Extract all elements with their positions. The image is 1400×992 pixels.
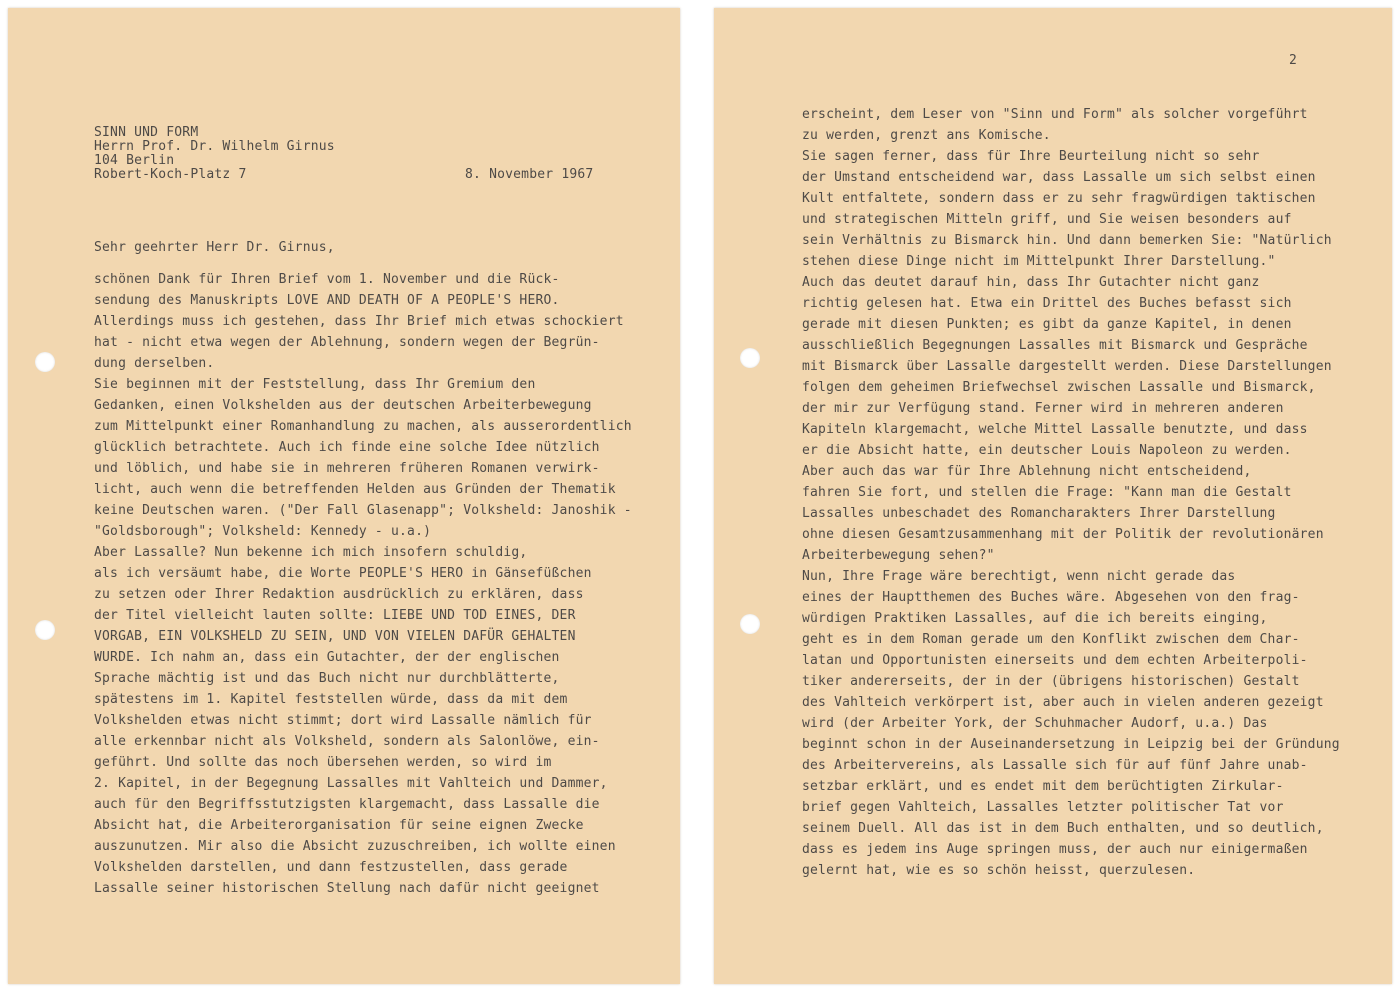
text-line: Aber auch das war für Ihre Ablehnung nicht entscheidend, [802, 464, 1252, 479]
text-line: VORGAB, EIN VOLKSHELD ZU SEIN, UND VON VIELEN DAFÜR GEHALTEN [94, 629, 576, 644]
text-line: Absicht hat, die Arbeiterorganisation für seine eignen Zwecke [94, 818, 584, 833]
text-line: er die Absicht hatte, ein deutscher Louis Napoleon zu werden. [802, 443, 1292, 458]
punch-hole-bottom [35, 620, 55, 640]
text-line: latan und Opportunisten einerseits und dem echten Arbeiterpoli- [802, 653, 1308, 668]
text-line: beginnt schon in der Auseinandersetzung in Leipzig bei der Gründung [802, 737, 1340, 752]
text-line: auszunutzen. Mir also die Absicht zuzuschreiben, ich wollte einen [94, 839, 616, 854]
text-line: Kult entfaltete, sondern dass er zu sehr fragwürdigen taktischen [802, 191, 1316, 206]
text-line: sein Verhältnis zu Bismarck hin. Und dann bemerken Sie: "Natürlich [802, 233, 1332, 248]
text-line: brief gegen Vahlteich, Lassalles letzter politischer Tat vor [802, 800, 1284, 815]
text-line: geführt. Und sollte das noch übersehen werden, so wird im [94, 755, 552, 770]
text-line: schönen Dank für Ihren Brief vom 1. November und die Rück- [94, 272, 560, 287]
text-line: als ich versäumt habe, die Worte PEOPLE'S HERO in Gänsefüßchen [94, 566, 592, 581]
letter-body-page-1 [94, 269, 632, 899]
text-line: hat - nicht etwa wegen der Ablehnung, sondern wegen der Begrün- [94, 335, 600, 350]
text-line: dass es jedem ins Auge springen muss, der auch nur einigermaßen [802, 842, 1308, 857]
salutation: Sehr geehrter Herr Dr. Girnus, [94, 240, 335, 255]
text-line: eines der Hauptthemen des Buches wäre. Abgesehen von den frag- [802, 590, 1300, 605]
punch-hole-bottom [740, 614, 760, 634]
text-line: zu setzen oder Ihrer Redaktion ausdrücklich zu erklären, dass [94, 587, 584, 602]
address-line: Robert-Koch-Platz 7 [94, 167, 247, 182]
text-line: Allerdings muss ich gestehen, dass Ihr Brief mich etwas schockiert [94, 314, 624, 329]
letter-body-page-2 [802, 104, 1340, 881]
text-line: Lassalles unbeschadet des Romancharakters Ihrer Darstellung [802, 506, 1276, 521]
text-line: seinem Duell. All das ist in dem Buch enthalten, und so deutlich, [802, 821, 1324, 836]
text-line: Gedanken, einen Volkshelden aus der deutschen Arbeiterbewegung [94, 398, 592, 413]
text-line: setzbar erklärt, und es endet mit dem berüchtigten Zirkular- [802, 779, 1284, 794]
text-line: Lassalle seiner historischen Stellung nach dafür nicht geeignet [94, 881, 600, 896]
text-line: Volkshelden etwas nicht stimmt; dort wird Lassalle nämlich für [94, 713, 592, 728]
text-line: spätestens im 1. Kapitel feststellen würde, dass da mit dem [94, 692, 568, 707]
text-line: der Titel vielleicht lauten sollte: LIEBE UND TOD EINES, DER [94, 608, 576, 623]
text-line: Auch das deutet darauf hin, dass Ihr Gutachter nicht ganz [802, 275, 1260, 290]
text-line: keine Deutschen waren. ("Der Fall Glasenapp"; Volksheld: Janoshik - [94, 503, 632, 518]
text-line: zu werden, grenzt ans Komische. [802, 128, 1051, 143]
text-line: der Umstand entscheidend war, dass Lassalle um sich selbst einen [802, 170, 1316, 185]
letter-date: 8. November 1967 [465, 167, 594, 182]
text-line: Arbeiterbewegung sehen?" [802, 548, 995, 563]
text-line: erscheint, dem Leser von "Sinn und Form" als solcher vorgeführt [802, 107, 1308, 122]
text-line: ausschließlich Begegnungen Lassalles mit Bismarck und Gespräche [802, 338, 1308, 353]
text-line: "Goldsborough"; Volksheld: Kennedy - u.a.) [94, 524, 432, 539]
text-line: ohne diesen Gesamtzusammenhang mit der Politik der revolutionären [802, 527, 1324, 542]
text-line: Aber Lassalle? Nun bekenne ich mich insofern schuldig, [94, 545, 528, 560]
text-line: dung derselben. [94, 356, 215, 371]
text-line: Volkshelden darstellen, und dann festzustellen, dass gerade [94, 860, 568, 875]
text-line: mit Bismarck über Lassalle dargestellt werden. Diese Darstellungen [802, 359, 1332, 374]
text-line: und löblich, und habe sie in mehreren früheren Romanen verwirk- [94, 461, 600, 476]
text-line: wird (der Arbeiter York, der Schuhmacher Audorf, u.a.) Das [802, 716, 1268, 731]
text-line: der mir zur Verfügung stand. Ferner wird in mehreren anderen [802, 401, 1284, 416]
text-line: Sie sagen ferner, dass für Ihre Beurteilung nicht so sehr [802, 149, 1260, 164]
letter-page-2 [714, 8, 1392, 984]
text-line: Sprache mächtig ist und das Buch nicht nur durchblätterte, [94, 671, 560, 686]
recipient-address [94, 126, 335, 182]
text-line: des Arbeitervereins, als Lassalle sich für auf fünf Jahre unab- [802, 758, 1308, 773]
text-line: richtig gelesen hat. Etwa ein Drittel des Buches befasst sich [802, 296, 1292, 311]
text-line: glücklich betrachtete. Auch ich finde eine solche Idee nützlich [94, 440, 600, 455]
text-line: WURDE. Ich nahm an, dass ein Gutachter, der der englischen [94, 650, 560, 665]
text-line: gelernt hat, wie es so schön heisst, querzulesen. [802, 863, 1196, 878]
punch-hole-top [740, 348, 760, 368]
text-line: gerade mit diesen Punkten; es gibt da ganze Kapitel, in denen [802, 317, 1292, 332]
text-line: sendung des Manuskripts LOVE AND DEATH OF A PEOPLE'S HERO. [94, 293, 560, 308]
text-line: folgen dem geheimen Briefwechsel zwischen Lassalle und Bismarck, [802, 380, 1316, 395]
text-line: auch für den Begriffsstutzigsten klargemacht, dass Lassalle die [94, 797, 600, 812]
text-line: 2. Kapitel, in der Begegnung Lassalles mit Vahlteich und Dammer, [94, 776, 608, 791]
address-line: 104 Berlin [94, 153, 175, 168]
text-line: tiker andererseits, der in der (übrigens historischen) Gestalt [802, 674, 1300, 689]
page-number: 2 [1289, 53, 1298, 68]
letter-page-1 [8, 8, 680, 984]
text-line: des Vahlteich verkörpert ist, aber auch in vielen anderen gezeigt [802, 695, 1324, 710]
punch-hole-top [35, 352, 55, 372]
address-line: Herrn Prof. Dr. Wilhelm Girnus [94, 139, 335, 154]
text-line: Nun, Ihre Frage wäre berechtigt, wenn nicht gerade das [802, 569, 1236, 584]
address-line: SINN UND FORM [94, 125, 199, 140]
text-line: zum Mittelpunkt einer Romanhandlung zu machen, als ausserordentlich [94, 419, 632, 434]
text-line: und strategischen Mitteln griff, und Sie weisen besonders auf [802, 212, 1292, 227]
text-line: Kapiteln klargemacht, welche Mittel Lassalle benutzte, und dass [802, 422, 1308, 437]
text-line: licht, auch wenn die betreffenden Helden aus Gründen der Thematik [94, 482, 616, 497]
text-line: würdigen Praktiken Lassalles, auf die ich bereits einging, [802, 611, 1268, 626]
text-line: fahren Sie fort, und stellen die Frage: "Kann man die Gestalt [802, 485, 1292, 500]
text-line: Sie beginnen mit der Feststellung, dass Ihr Gremium den [94, 377, 536, 392]
text-line: stehen diese Dinge nicht im Mittelpunkt Ihrer Darstellung." [802, 254, 1276, 269]
text-line: alle erkennbar nicht als Volksheld, sondern als Salonlöwe, ein- [94, 734, 600, 749]
text-line: geht es in dem Roman gerade um den Konflikt zwischen dem Char- [802, 632, 1300, 647]
